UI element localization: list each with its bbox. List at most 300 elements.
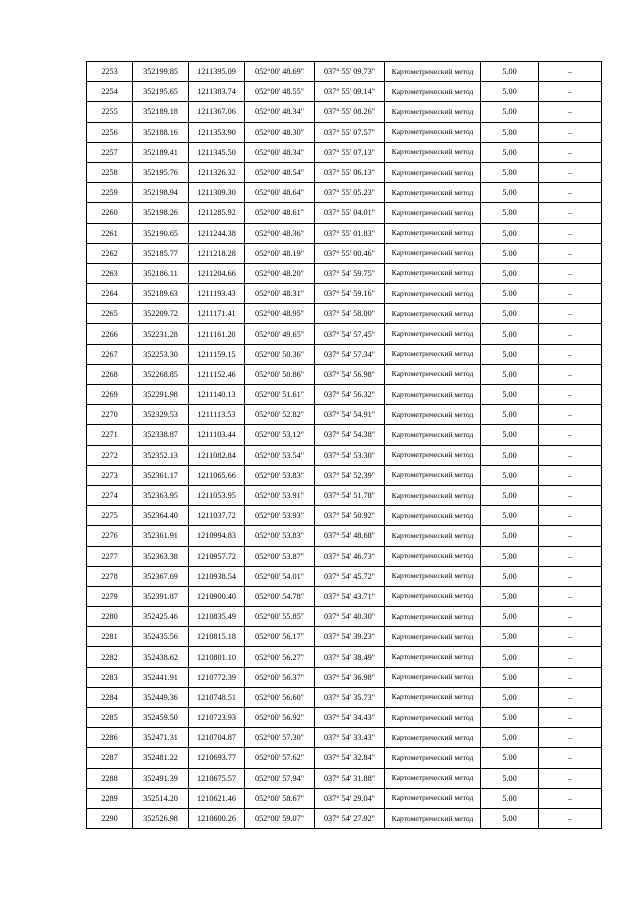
description-cell: – <box>539 728 602 748</box>
latitude-cell: 052°00' 59.07" <box>245 808 315 828</box>
accuracy-cell: 5.00 <box>481 385 539 405</box>
accuracy-cell: 5.00 <box>481 405 539 425</box>
latitude-cell: 052°00' 51.61" <box>245 385 315 405</box>
table-row <box>87 82 602 102</box>
table-row <box>87 122 602 142</box>
latitude-cell: 052°00' 48.34" <box>245 102 315 122</box>
longitude-cell: 037° 54' 33.43" <box>315 728 385 748</box>
point-number-cell: 2263 <box>87 263 133 283</box>
longitude-cell: 037° 54' 29.04" <box>315 788 385 808</box>
y-coordinate-cell: 1211103.44 <box>189 425 245 445</box>
point-number-cell: 2260 <box>87 203 133 223</box>
y-coordinate-cell: 1211171.41 <box>189 304 245 324</box>
table-row <box>87 465 602 485</box>
table-row <box>87 405 602 425</box>
longitude-cell: 037° 55' 09.73" <box>315 62 385 82</box>
y-coordinate-cell: 1211140.13 <box>189 385 245 405</box>
x-coordinate-cell: 352481.22 <box>133 748 189 768</box>
accuracy-cell: 5.00 <box>481 586 539 606</box>
y-coordinate-cell: 1211345.50 <box>189 142 245 162</box>
x-coordinate-cell: 352195.76 <box>133 162 189 182</box>
latitude-cell: 052°00' 55.85" <box>245 607 315 627</box>
longitude-cell: 037° 54' 50.92" <box>315 506 385 526</box>
table-row <box>87 768 602 788</box>
description-cell: – <box>539 586 602 606</box>
longitude-cell: 037° 54' 43.71" <box>315 586 385 606</box>
longitude-cell: 037° 54' 52.39" <box>315 465 385 485</box>
method-cell: Картометрический метод <box>385 263 481 283</box>
method-cell: Картометрический метод <box>385 102 481 122</box>
accuracy-cell: 5.00 <box>481 808 539 828</box>
y-coordinate-cell: 1211113.53 <box>189 405 245 425</box>
accuracy-cell: 5.00 <box>481 748 539 768</box>
latitude-cell: 052°00' 48.19" <box>245 243 315 263</box>
latitude-cell: 052°00' 58.67" <box>245 788 315 808</box>
latitude-cell: 052°00' 50.86" <box>245 364 315 384</box>
point-number-cell: 2267 <box>87 344 133 364</box>
table-row <box>87 687 602 707</box>
method-cell: Картометрический метод <box>385 546 481 566</box>
y-coordinate-cell: 1210748.51 <box>189 687 245 707</box>
point-number-cell: 2278 <box>87 566 133 586</box>
method-cell: Картометрический метод <box>385 808 481 828</box>
description-cell: – <box>539 526 602 546</box>
point-number-cell: 2256 <box>87 122 133 142</box>
longitude-cell: 037° 55' 08.26" <box>315 102 385 122</box>
longitude-cell: 037° 54' 45.72" <box>315 566 385 586</box>
accuracy-cell: 5.00 <box>481 82 539 102</box>
accuracy-cell: 5.00 <box>481 243 539 263</box>
table-row <box>87 203 602 223</box>
accuracy-cell: 5.00 <box>481 183 539 203</box>
table-row <box>87 546 602 566</box>
longitude-cell: 037° 54' 34.43" <box>315 708 385 728</box>
latitude-cell: 052°00' 57.94" <box>245 768 315 788</box>
longitude-cell: 037° 54' 59.75" <box>315 263 385 283</box>
method-cell: Картометрический метод <box>385 748 481 768</box>
point-number-cell: 2285 <box>87 708 133 728</box>
x-coordinate-cell: 352231.28 <box>133 324 189 344</box>
description-cell: – <box>539 405 602 425</box>
longitude-cell: 037° 54' 36.98" <box>315 667 385 687</box>
point-number-cell: 2274 <box>87 485 133 505</box>
description-cell: – <box>539 546 602 566</box>
x-coordinate-cell: 352329.53 <box>133 405 189 425</box>
latitude-cell: 052°00' 57.30" <box>245 728 315 748</box>
point-number-cell: 2272 <box>87 445 133 465</box>
latitude-cell: 052°00' 54.78" <box>245 586 315 606</box>
method-cell: Картометрический метод <box>385 667 481 687</box>
latitude-cell: 052°00' 53.91" <box>245 485 315 505</box>
x-coordinate-cell: 352268.85 <box>133 364 189 384</box>
longitude-cell: 037° 54' 57.34" <box>315 344 385 364</box>
accuracy-cell: 5.00 <box>481 546 539 566</box>
longitude-cell: 037° 54' 39.23" <box>315 627 385 647</box>
description-cell: – <box>539 808 602 828</box>
latitude-cell: 052°00' 48.20" <box>245 263 315 283</box>
latitude-cell: 052°00' 54.01" <box>245 566 315 586</box>
x-coordinate-cell: 352514.20 <box>133 788 189 808</box>
longitude-cell: 037° 55' 04.01" <box>315 203 385 223</box>
description-cell: – <box>539 506 602 526</box>
description-cell: – <box>539 162 602 182</box>
table-row <box>87 385 602 405</box>
table-row <box>87 708 602 728</box>
latitude-cell: 052°00' 56.27" <box>245 647 315 667</box>
accuracy-cell: 5.00 <box>481 263 539 283</box>
description-cell: – <box>539 203 602 223</box>
x-coordinate-cell: 352441.91 <box>133 667 189 687</box>
x-coordinate-cell: 352189.63 <box>133 284 189 304</box>
y-coordinate-cell: 1211326.32 <box>189 162 245 182</box>
y-coordinate-cell: 1210693.77 <box>189 748 245 768</box>
x-coordinate-cell: 352361.17 <box>133 465 189 485</box>
method-cell: Картометрический метод <box>385 586 481 606</box>
method-cell: Картометрический метод <box>385 728 481 748</box>
point-number-cell: 2289 <box>87 788 133 808</box>
x-coordinate-cell: 352188.16 <box>133 122 189 142</box>
accuracy-cell: 5.00 <box>481 425 539 445</box>
point-number-cell: 2283 <box>87 667 133 687</box>
point-number-cell: 2268 <box>87 364 133 384</box>
latitude-cell: 052°00' 56.60" <box>245 687 315 707</box>
description-cell: – <box>539 667 602 687</box>
latitude-cell: 052°00' 48.55" <box>245 82 315 102</box>
point-number-cell: 2270 <box>87 405 133 425</box>
method-cell: Картометрический метод <box>385 768 481 788</box>
longitude-cell: 037° 55' 00.46" <box>315 243 385 263</box>
table-row <box>87 485 602 505</box>
x-coordinate-cell: 352198.94 <box>133 183 189 203</box>
y-coordinate-cell: 1211204.66 <box>189 263 245 283</box>
latitude-cell: 052°00' 48.61" <box>245 203 315 223</box>
point-number-cell: 2290 <box>87 808 133 828</box>
table-row <box>87 788 602 808</box>
y-coordinate-cell: 1211218.28 <box>189 243 245 263</box>
table-row <box>87 445 602 465</box>
accuracy-cell: 5.00 <box>481 647 539 667</box>
point-number-cell: 2287 <box>87 748 133 768</box>
description-cell: – <box>539 223 602 243</box>
table-row <box>87 304 602 324</box>
description-cell: – <box>539 62 602 82</box>
table-row <box>87 627 602 647</box>
description-cell: – <box>539 748 602 768</box>
latitude-cell: 052°00' 53.87" <box>245 546 315 566</box>
coordinates-table-body <box>87 62 602 829</box>
y-coordinate-cell: 1210621.46 <box>189 788 245 808</box>
table-row <box>87 647 602 667</box>
latitude-cell: 052°00' 53.83" <box>245 465 315 485</box>
latitude-cell: 052°00' 56.37" <box>245 667 315 687</box>
accuracy-cell: 5.00 <box>481 768 539 788</box>
x-coordinate-cell: 352186.11 <box>133 263 189 283</box>
method-cell: Картометрический метод <box>385 566 481 586</box>
description-cell: – <box>539 385 602 405</box>
y-coordinate-cell: 1211367.06 <box>189 102 245 122</box>
point-number-cell: 2257 <box>87 142 133 162</box>
table-row <box>87 667 602 687</box>
description-cell: – <box>539 122 602 142</box>
description-cell: – <box>539 788 602 808</box>
description-cell: – <box>539 102 602 122</box>
longitude-cell: 037° 54' 54.91" <box>315 405 385 425</box>
y-coordinate-cell: 1211082.84 <box>189 445 245 465</box>
method-cell: Картометрический метод <box>385 243 481 263</box>
point-number-cell: 2286 <box>87 728 133 748</box>
x-coordinate-cell: 352189.41 <box>133 142 189 162</box>
accuracy-cell: 5.00 <box>481 566 539 586</box>
y-coordinate-cell: 1211159.15 <box>189 344 245 364</box>
point-number-cell: 2279 <box>87 586 133 606</box>
accuracy-cell: 5.00 <box>481 526 539 546</box>
method-cell: Картометрический метод <box>385 142 481 162</box>
y-coordinate-cell: 1210957.72 <box>189 546 245 566</box>
method-cell: Картометрический метод <box>385 425 481 445</box>
point-number-cell: 2262 <box>87 243 133 263</box>
latitude-cell: 052°00' 57.62" <box>245 748 315 768</box>
method-cell: Картометрический метод <box>385 708 481 728</box>
description-cell: – <box>539 263 602 283</box>
y-coordinate-cell: 1211353.90 <box>189 122 245 142</box>
accuracy-cell: 5.00 <box>481 304 539 324</box>
table-row <box>87 62 602 82</box>
latitude-cell: 052°00' 52.82" <box>245 405 315 425</box>
method-cell: Картометрический метод <box>385 284 481 304</box>
x-coordinate-cell: 352185.77 <box>133 243 189 263</box>
y-coordinate-cell: 1210938.54 <box>189 566 245 586</box>
latitude-cell: 052°00' 48.64" <box>245 183 315 203</box>
accuracy-cell: 5.00 <box>481 203 539 223</box>
latitude-cell: 052°00' 48.36" <box>245 223 315 243</box>
longitude-cell: 037° 55' 06.13" <box>315 162 385 182</box>
x-coordinate-cell: 352363.38 <box>133 546 189 566</box>
method-cell: Картометрический метод <box>385 82 481 102</box>
accuracy-cell: 5.00 <box>481 344 539 364</box>
x-coordinate-cell: 352449.36 <box>133 687 189 707</box>
longitude-cell: 037° 55' 01.83" <box>315 223 385 243</box>
accuracy-cell: 5.00 <box>481 607 539 627</box>
longitude-cell: 037° 55' 09.14" <box>315 82 385 102</box>
longitude-cell: 037° 54' 46.73" <box>315 546 385 566</box>
description-cell: – <box>539 304 602 324</box>
table-row <box>87 808 602 828</box>
latitude-cell: 052°00' 48.30" <box>245 122 315 142</box>
latitude-cell: 052°00' 48.54" <box>245 162 315 182</box>
point-number-cell: 2258 <box>87 162 133 182</box>
description-cell: – <box>539 142 602 162</box>
x-coordinate-cell: 352291.98 <box>133 385 189 405</box>
point-number-cell: 2255 <box>87 102 133 122</box>
x-coordinate-cell: 352367.69 <box>133 566 189 586</box>
description-cell: – <box>539 607 602 627</box>
table-row <box>87 526 602 546</box>
table-row <box>87 183 602 203</box>
accuracy-cell: 5.00 <box>481 364 539 384</box>
accuracy-cell: 5.00 <box>481 506 539 526</box>
latitude-cell: 052°00' 48.95" <box>245 304 315 324</box>
longitude-cell: 037° 54' 56.98" <box>315 364 385 384</box>
method-cell: Картометрический метод <box>385 607 481 627</box>
method-cell: Картометрический метод <box>385 223 481 243</box>
point-number-cell: 2269 <box>87 385 133 405</box>
y-coordinate-cell: 1211244.38 <box>189 223 245 243</box>
longitude-cell: 037° 54' 53.30" <box>315 445 385 465</box>
accuracy-cell: 5.00 <box>481 122 539 142</box>
x-coordinate-cell: 352198.26 <box>133 203 189 223</box>
point-number-cell: 2273 <box>87 465 133 485</box>
point-number-cell: 2276 <box>87 526 133 546</box>
method-cell: Картометрический метод <box>385 445 481 465</box>
x-coordinate-cell: 352190.65 <box>133 223 189 243</box>
x-coordinate-cell: 352352.13 <box>133 445 189 465</box>
x-coordinate-cell: 352195.65 <box>133 82 189 102</box>
accuracy-cell: 5.00 <box>481 445 539 465</box>
method-cell: Картометрический метод <box>385 183 481 203</box>
latitude-cell: 052°00' 56.92" <box>245 708 315 728</box>
coordinates-table <box>86 61 602 829</box>
x-coordinate-cell: 352361.91 <box>133 526 189 546</box>
longitude-cell: 037° 54' 59.16" <box>315 284 385 304</box>
longitude-cell: 037° 54' 51.78" <box>315 485 385 505</box>
longitude-cell: 037° 54' 58.00" <box>315 304 385 324</box>
point-number-cell: 2254 <box>87 82 133 102</box>
x-coordinate-cell: 352491.39 <box>133 768 189 788</box>
y-coordinate-cell: 1211152.46 <box>189 364 245 384</box>
point-number-cell: 2266 <box>87 324 133 344</box>
y-coordinate-cell: 1211161.20 <box>189 324 245 344</box>
point-number-cell: 2259 <box>87 183 133 203</box>
point-number-cell: 2281 <box>87 627 133 647</box>
method-cell: Картометрический метод <box>385 506 481 526</box>
x-coordinate-cell: 352425.46 <box>133 607 189 627</box>
point-number-cell: 2280 <box>87 607 133 627</box>
table-row <box>87 425 602 445</box>
description-cell: – <box>539 324 602 344</box>
method-cell: Картометрический метод <box>385 405 481 425</box>
point-number-cell: 2253 <box>87 62 133 82</box>
y-coordinate-cell: 1210900.40 <box>189 586 245 606</box>
longitude-cell: 037° 54' 27.92" <box>315 808 385 828</box>
table-row <box>87 728 602 748</box>
method-cell: Картометрический метод <box>385 465 481 485</box>
x-coordinate-cell: 352338.87 <box>133 425 189 445</box>
description-cell: – <box>539 485 602 505</box>
table-row <box>87 586 602 606</box>
x-coordinate-cell: 352526.98 <box>133 808 189 828</box>
longitude-cell: 037° 54' 57.45" <box>315 324 385 344</box>
y-coordinate-cell: 1210704.87 <box>189 728 245 748</box>
description-cell: – <box>539 425 602 445</box>
method-cell: Картометрический метод <box>385 647 481 667</box>
table-row <box>87 566 602 586</box>
table-row <box>87 102 602 122</box>
description-cell: – <box>539 344 602 364</box>
latitude-cell: 052°00' 53.93" <box>245 506 315 526</box>
longitude-cell: 037° 54' 40.30" <box>315 607 385 627</box>
description-cell: – <box>539 465 602 485</box>
accuracy-cell: 5.00 <box>481 102 539 122</box>
longitude-cell: 037° 54' 32.84" <box>315 748 385 768</box>
method-cell: Картометрический метод <box>385 62 481 82</box>
point-number-cell: 2282 <box>87 647 133 667</box>
point-number-cell: 2275 <box>87 506 133 526</box>
x-coordinate-cell: 352189.18 <box>133 102 189 122</box>
table-row <box>87 607 602 627</box>
method-cell: Картометрический метод <box>385 687 481 707</box>
accuracy-cell: 5.00 <box>481 788 539 808</box>
y-coordinate-cell: 1210815.18 <box>189 627 245 647</box>
longitude-cell: 037° 54' 35.73" <box>315 687 385 707</box>
y-coordinate-cell: 1210772.39 <box>189 667 245 687</box>
latitude-cell: 052°00' 50.36" <box>245 344 315 364</box>
longitude-cell: 037° 55' 07.13" <box>315 142 385 162</box>
longitude-cell: 037° 54' 56.32" <box>315 385 385 405</box>
description-cell: – <box>539 708 602 728</box>
accuracy-cell: 5.00 <box>481 708 539 728</box>
description-cell: – <box>539 627 602 647</box>
method-cell: Картометрический метод <box>385 304 481 324</box>
accuracy-cell: 5.00 <box>481 465 539 485</box>
accuracy-cell: 5.00 <box>481 62 539 82</box>
longitude-cell: 037° 54' 48.68" <box>315 526 385 546</box>
y-coordinate-cell: 1211395.09 <box>189 62 245 82</box>
method-cell: Картометрический метод <box>385 344 481 364</box>
method-cell: Картометрический метод <box>385 788 481 808</box>
y-coordinate-cell: 1211383.74 <box>189 82 245 102</box>
x-coordinate-cell: 352391.87 <box>133 586 189 606</box>
point-number-cell: 2261 <box>87 223 133 243</box>
latitude-cell: 052°00' 53.83" <box>245 526 315 546</box>
accuracy-cell: 5.00 <box>481 162 539 182</box>
y-coordinate-cell: 1210801.10 <box>189 647 245 667</box>
y-coordinate-cell: 1210835.49 <box>189 607 245 627</box>
y-coordinate-cell: 1211285.92 <box>189 203 245 223</box>
x-coordinate-cell: 352438.62 <box>133 647 189 667</box>
accuracy-cell: 5.00 <box>481 485 539 505</box>
point-number-cell: 2288 <box>87 768 133 788</box>
description-cell: – <box>539 687 602 707</box>
accuracy-cell: 5.00 <box>481 667 539 687</box>
accuracy-cell: 5.00 <box>481 223 539 243</box>
x-coordinate-cell: 352253.30 <box>133 344 189 364</box>
y-coordinate-cell: 1211037.72 <box>189 506 245 526</box>
point-number-cell: 2271 <box>87 425 133 445</box>
table-row <box>87 243 602 263</box>
description-cell: – <box>539 243 602 263</box>
y-coordinate-cell: 1210723.93 <box>189 708 245 728</box>
table-row <box>87 324 602 344</box>
y-coordinate-cell: 1210994.83 <box>189 526 245 546</box>
latitude-cell: 052°00' 48.34" <box>245 142 315 162</box>
longitude-cell: 037° 54' 31.88" <box>315 768 385 788</box>
description-cell: – <box>539 566 602 586</box>
table-row <box>87 223 602 243</box>
point-number-cell: 2277 <box>87 546 133 566</box>
method-cell: Картометрический метод <box>385 122 481 142</box>
x-coordinate-cell: 352435.56 <box>133 627 189 647</box>
description-cell: – <box>539 445 602 465</box>
table-row <box>87 284 602 304</box>
table-row <box>87 263 602 283</box>
method-cell: Картометрический метод <box>385 162 481 182</box>
accuracy-cell: 5.00 <box>481 728 539 748</box>
longitude-cell: 037° 55' 07.57" <box>315 122 385 142</box>
y-coordinate-cell: 1211065.66 <box>189 465 245 485</box>
method-cell: Картометрический метод <box>385 485 481 505</box>
latitude-cell: 052°00' 48.31" <box>245 284 315 304</box>
x-coordinate-cell: 352364.40 <box>133 506 189 526</box>
